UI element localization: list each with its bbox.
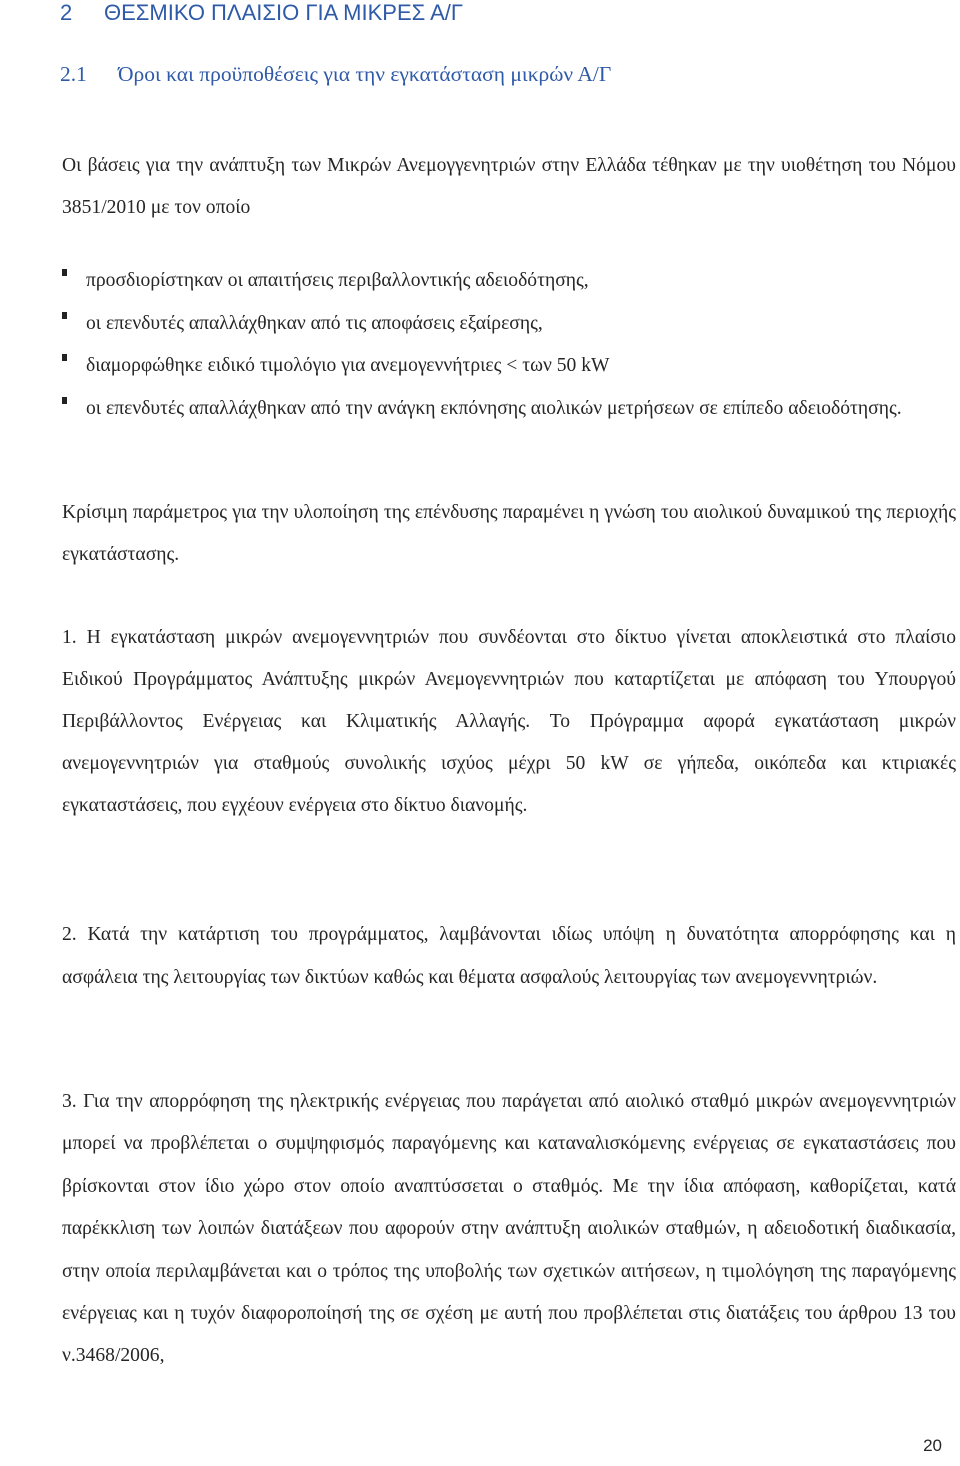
subsection-heading [60, 62, 611, 87]
intro-paragraph: Οι βάσεις για την ανάπτυξη των Μικρών Ανεμογγενητριών στην Ελλάδα τέθηκαν με την υιοθέτηση του Νόμου 3851/2010 με τον οποίο [62, 155, 956, 218]
subsection-number: 2.1 [60, 62, 87, 86]
page-number: 20 [923, 1436, 942, 1455]
section-number: 2 [60, 0, 73, 25]
square-bullet-icon [62, 269, 67, 276]
numbered-item-3: 3. Για την απορρόφηση της ηλεκτρικής ενέργειας που παράγεται από αιολικό σταθμό μικρών ανεμογεννητριών μπορεί να προβλέπεται ο συμψηφισμός παραγόμενης και καταναλισκόμενης ενέργειας σε εγκαταστάσεις που βρίσκονται στον ίδιο χώρο στον οποίο αναπτύσσεται ο σταθμός. Με την ίδια απόφαση, καθορίζεται, κατά παρέκκλιση των λοιπών διατάξεων που αφορούν στην ανάπτυξη αιολικών σταθμών, η αδειοδοτική διαδικασία, στην οποία περιλαμβάνεται και ο τρόπος της υποβολής των σχετικών αιτήσεων, η τιμολόγηση της παραγόμενης ενέργειας και η τυχόν διαφοροποίησή της σε σχέση με αυτή που προβλέπεται στις διατάξεις του άρθρου 13 του ν.3468/2006, [62, 1091, 956, 1367]
square-bullet-icon [62, 354, 67, 361]
section-title: ΘΕΣΜΙΚΟ ΠΛΑΙΣΙΟ ΓΙΑ ΜΙΚΡΕΣ Α/Γ [104, 0, 464, 25]
section-heading [60, 0, 463, 26]
list-item: οι επενδυτές απαλλάχθηκαν από τις αποφάσεις εξαίρεσης, [62, 303, 956, 346]
square-bullet-icon [62, 397, 67, 404]
square-bullet-icon [62, 312, 67, 319]
critical-paragraph: Κρίσιμη παράμετρος για την υλοποίηση της επένδυσης παραμένει η γνώση του αιολικού δυναμικού της περιοχής εγκατάστασης. [62, 502, 956, 565]
numbered-item-2: 2. Κατά την κατάρτιση του προγράμματος, λαμβάνονται ιδίως υπόψη η δυνατότητα απορρόφησης και η ασφάλεια της λειτουργίας των δικτύων καθώς και θέματα ασφαλούς λειτουργίας των ανεμογεννητριών. [62, 924, 956, 988]
bullet-list [62, 260, 956, 430]
list-item: οι επενδυτές απαλλάχθηκαν από την ανάγκη εκπόνησης αιολικών μετρήσεων σε επίπεδο αδειοδότησης. [62, 388, 956, 431]
numbered-item-1: 1. Η εγκατάσταση μικρών ανεμογεννητριών που συνδέονται στο δίκτυο γίνεται αποκλειστικά στο πλαίσιο Ειδικού Προγράμματος Ανάπτυξης μικρών Ανεμογεννητριών που καταρτίζεται με απόφαση του Υπουργού Περιβάλλοντος Ενέργειας και Κλιματικής Αλλαγής. Το Πρόγραμμα αφορά εγκατάσταση μικρών ανεμογεννητριών για σταθμούς συνολικής ισχύος μέχρι 50 kW σε γήπεδα, οικόπεδα και κτιριακές εγκαταστάσεις, που εγχέουν ενέργεια στο δίκτυο διανομής. [62, 627, 956, 816]
list-item: διαμορφώθηκε ειδικό τιμολόγιο για ανεμογεννήτριες < των 50 kW [62, 345, 956, 388]
list-item: προσδιορίστηκαν οι απαιτήσεις περιβαλλοντικής αδειοδότησης, [62, 260, 956, 303]
subsection-title: Όροι και προϋποθέσεις για την εγκατάσταση μικρών Α/Γ [118, 62, 612, 86]
